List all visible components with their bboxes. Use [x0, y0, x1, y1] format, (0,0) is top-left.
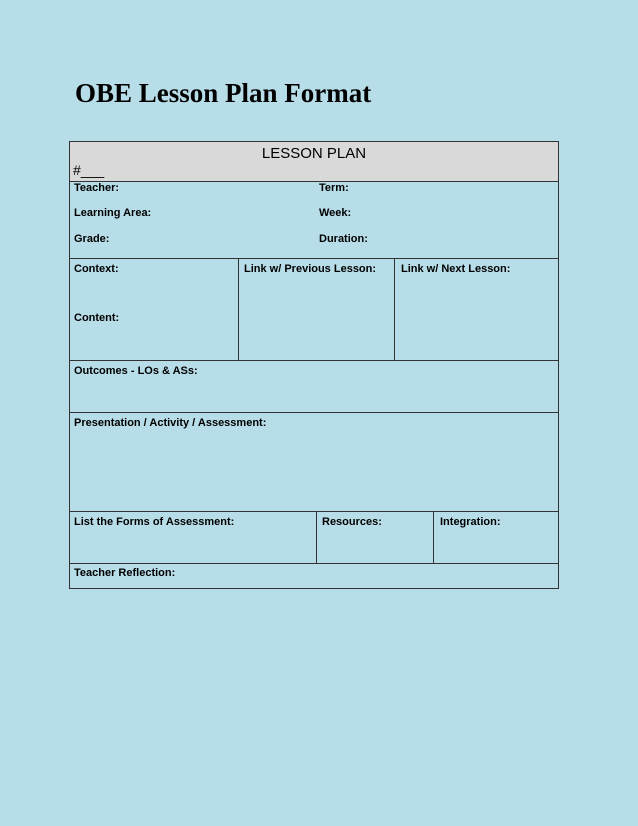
resources-cell[interactable]: [316, 512, 433, 563]
duration-label: Duration:: [319, 233, 368, 245]
integration-cell[interactable]: [433, 512, 558, 563]
learning-area-label: Learning Area:: [74, 207, 152, 219]
resources-label: Resources:: [322, 516, 382, 528]
info-row: [70, 182, 558, 259]
context-row: [70, 259, 558, 361]
context-label: Context:: [74, 263, 119, 275]
content-label: Content:: [74, 312, 120, 324]
outcomes-row[interactable]: [70, 361, 558, 413]
teacher-label: Teacher:: [74, 182, 120, 194]
context-cell[interactable]: [70, 259, 238, 360]
teacher-reflection-label: Teacher Reflection:: [74, 567, 176, 579]
integration-label: Integration:: [440, 516, 501, 528]
link-next-cell[interactable]: [394, 259, 558, 360]
presentation-label: Presentation / Activity / Assessment:: [74, 417, 267, 429]
week-label: Week:: [319, 207, 352, 219]
document-title: OBE Lesson Plan Format: [75, 78, 372, 108]
link-next-label: Link w/ Next Lesson:: [401, 263, 511, 275]
assessment-row: [70, 512, 558, 564]
forms-of-assessment-cell[interactable]: [70, 512, 316, 563]
lesson-plan-title: LESSON PLAN: [261, 145, 367, 162]
lesson-plan-form: [69, 141, 559, 589]
reflection-row[interactable]: [70, 564, 558, 588]
link-previous-label: Link w/ Previous Lesson:: [244, 263, 377, 275]
presentation-row[interactable]: [70, 413, 558, 512]
term-label: Term:: [319, 182, 349, 194]
lesson-plan-number[interactable]: #___: [73, 162, 105, 178]
forms-of-assessment-label: List the Forms of Assessment:: [74, 516, 235, 528]
lesson-plan-header: [70, 142, 558, 182]
grade-label: Grade:: [74, 233, 110, 245]
outcomes-label: Outcomes - LOs & ASs:: [74, 365, 198, 377]
link-previous-cell[interactable]: [238, 259, 394, 360]
